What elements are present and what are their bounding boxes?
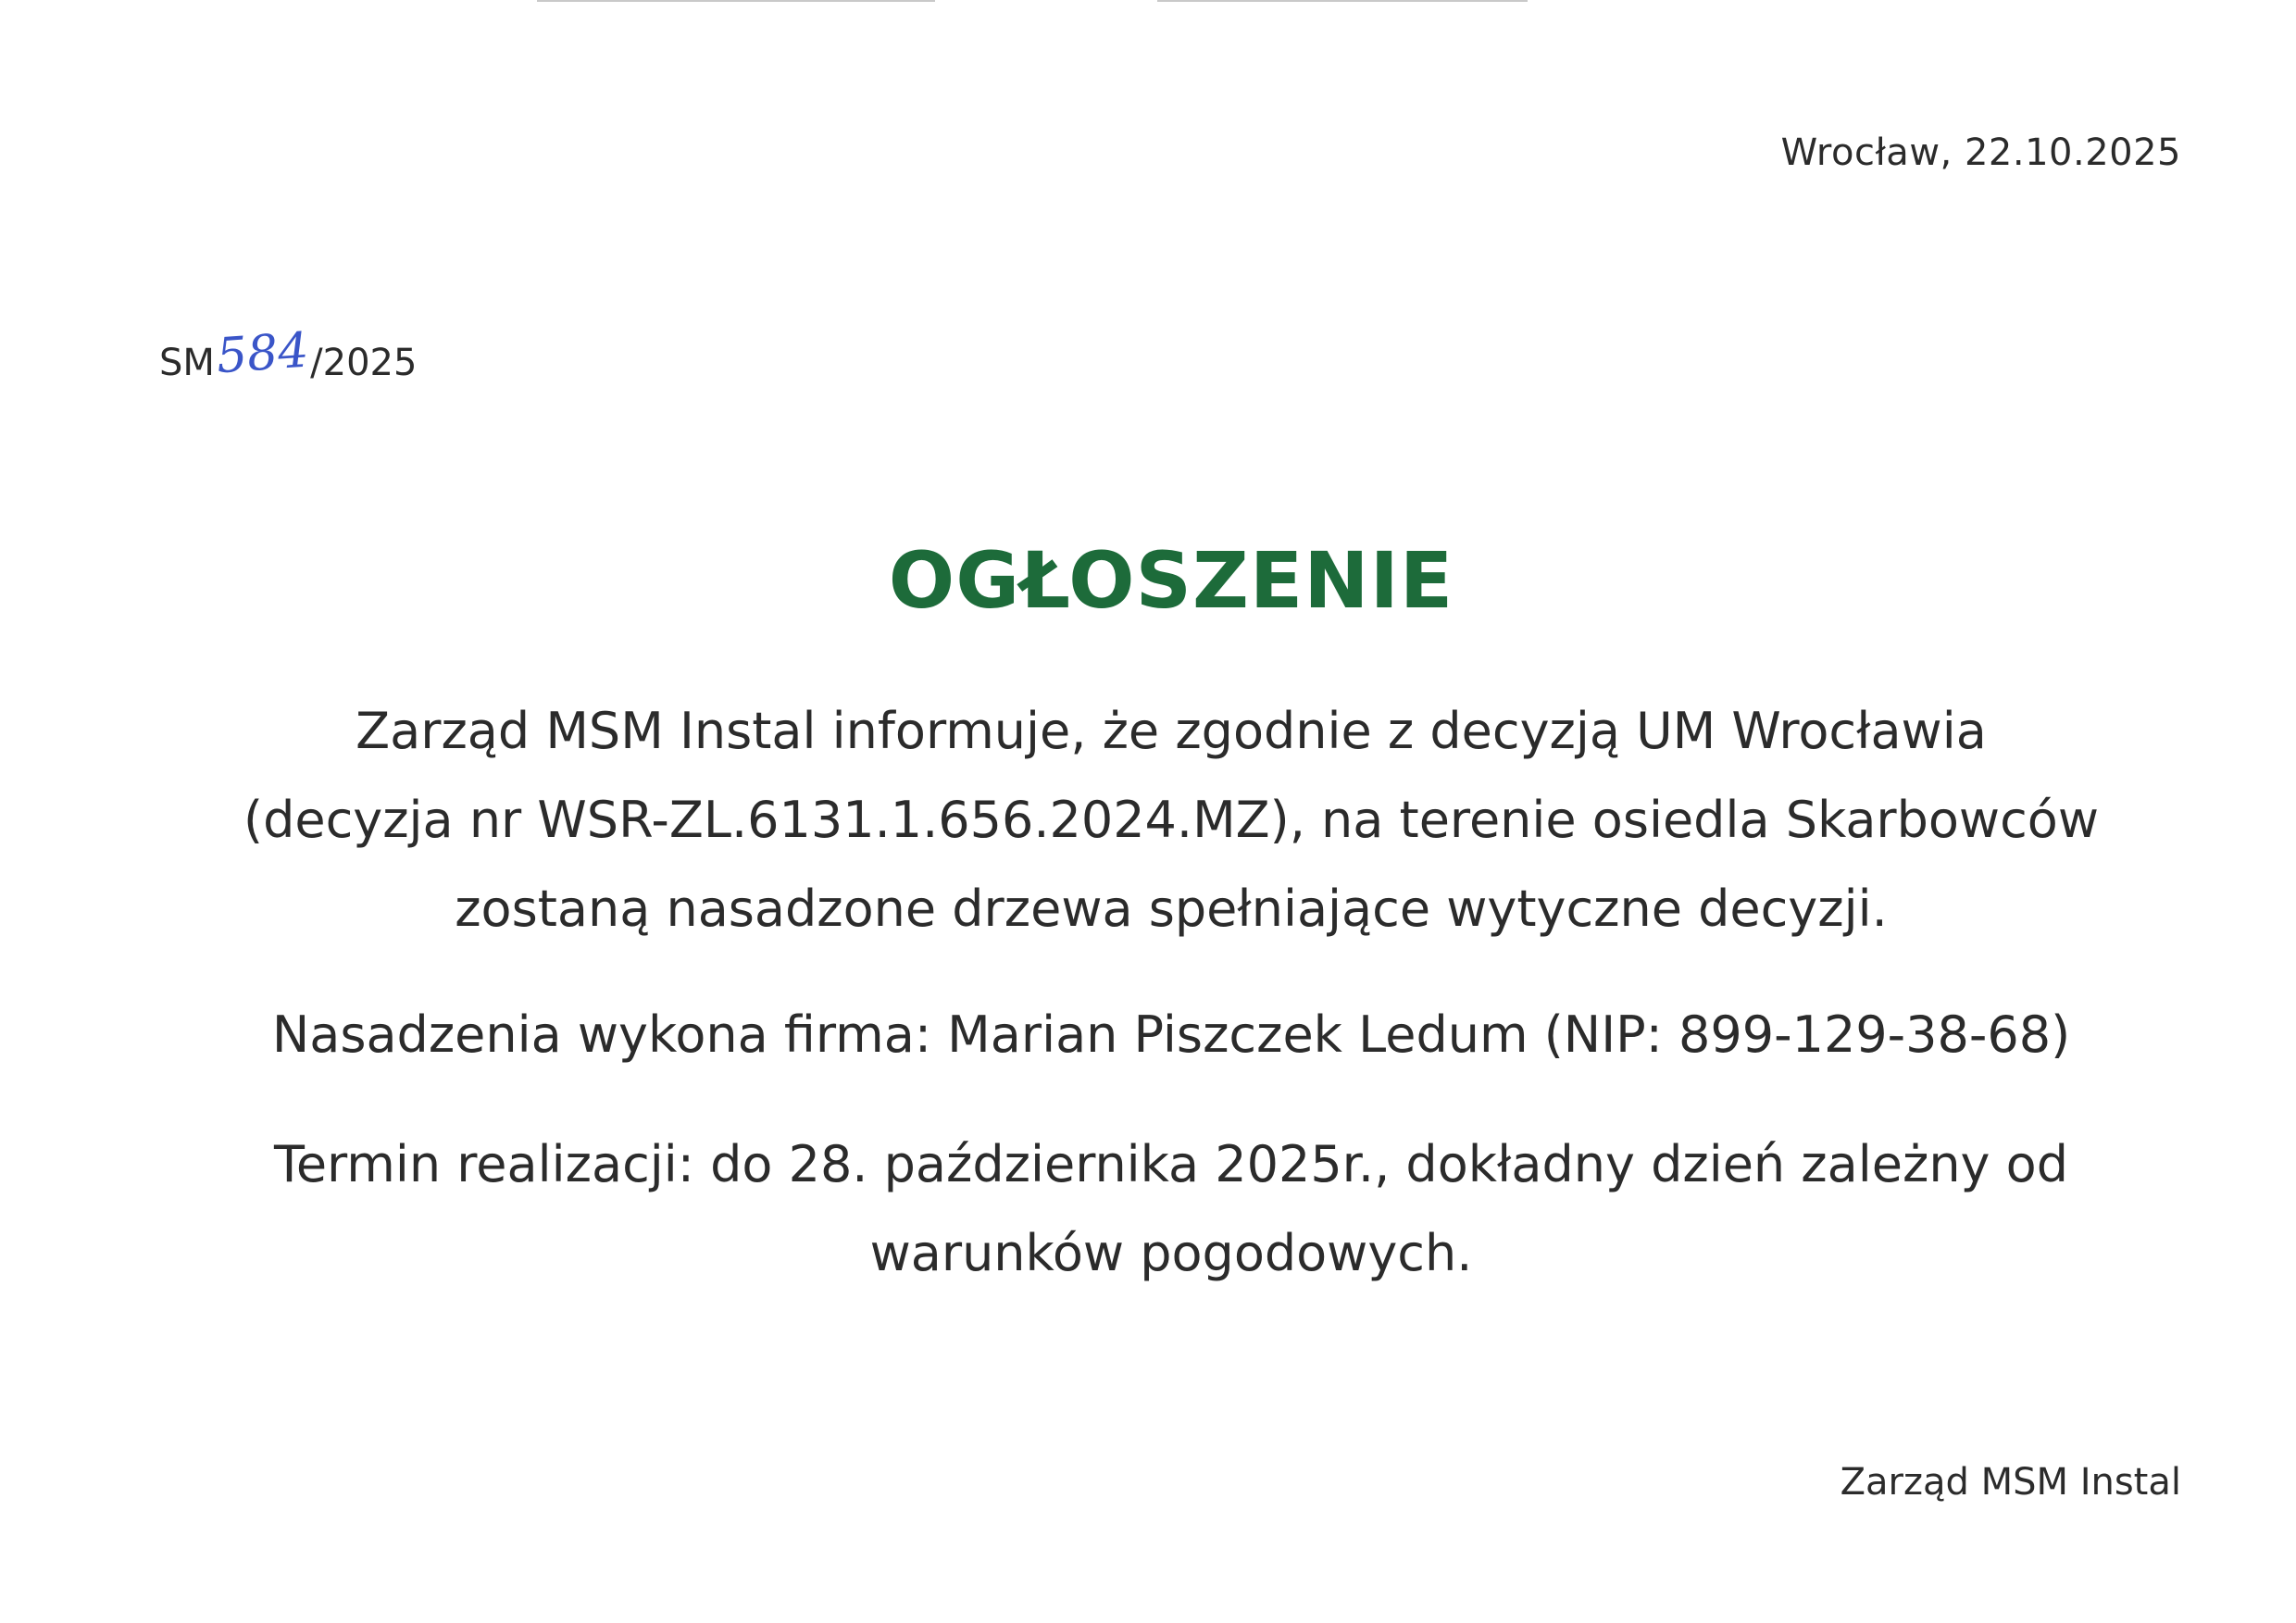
paragraph-line: Nasadzenia wykona firma: Marian Piszczek Ledum (NIP: 899-129-38-68)	[271, 1005, 2071, 1064]
signature: Zarząd MSM Instal	[1840, 1461, 2181, 1504]
paragraph-line: zostaną nasadzone drzewa spełniające wytyczne decyzji.	[455, 880, 1888, 938]
reference-number	[159, 322, 418, 387]
scan-edge-mark	[537, 0, 935, 2]
reference-suffix: /2025	[310, 342, 418, 384]
scan-edge-mark	[1157, 0, 1528, 2]
paragraph-line: Zarząd MSM Instal informuje, że zgodnie z decyzją UM Wrocławia	[356, 702, 1987, 760]
paragraph-line: (decyzja nr WSR-ZL.6131.1.656.2024.MZ), na terenie osiedla Skarbowców	[243, 791, 2099, 849]
place-date: Wrocław, 22.10.2025	[1780, 131, 2181, 174]
announcement-paragraph-deadline	[0, 1120, 2296, 1298]
announcement-paragraph-contractor	[0, 991, 2296, 1080]
announcement-paragraph-decision	[0, 687, 2296, 954]
handwritten-reference-number: 584	[214, 322, 311, 385]
reference-prefix: SM	[159, 342, 215, 384]
paragraph-line: warunków pogodowych.	[869, 1224, 1473, 1282]
paragraph-line: Termin realizacji: do 28. października 2025r., dokładny dzień zależny od	[274, 1135, 2068, 1193]
announcement-title: OGŁOSZENIE	[888, 535, 1454, 626]
